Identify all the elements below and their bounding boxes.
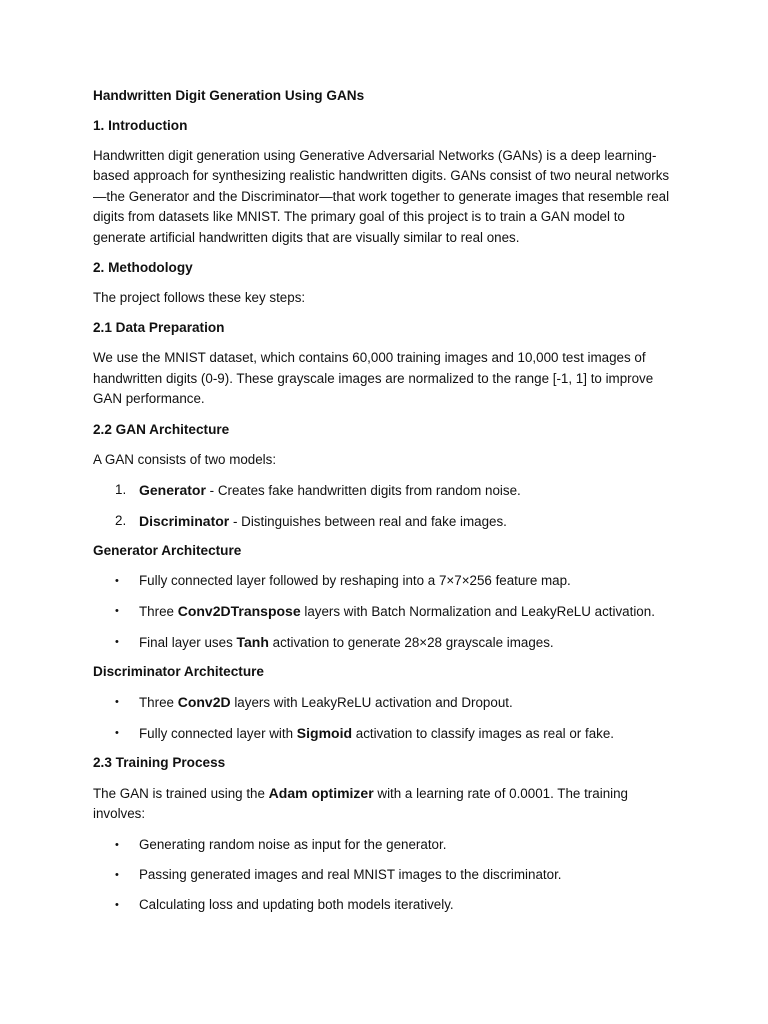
section-heading-gan-architecture: 2.2 GAN Architecture (93, 421, 230, 437)
list-item (93, 895, 673, 915)
list-item (93, 480, 673, 501)
list-item (93, 511, 673, 532)
bullet-icon: • (115, 636, 119, 649)
bullet-icon: • (115, 575, 119, 588)
list-text: layers with Batch Normalization and LeakyReLU activation. (300, 604, 655, 620)
model-term: Generator (139, 482, 206, 499)
model-description: - Creates fake handwritten digits from random noise. (205, 483, 521, 499)
list-keyword: Sigmoid (296, 725, 353, 742)
paragraph-keyword: Adam optimizer (268, 785, 374, 802)
section-heading-generator-architecture: Generator Architecture (93, 543, 242, 559)
list-text: Fully connected layer with (139, 726, 297, 742)
paragraph-text: with a learning rate of 0.0001. The training involves: (93, 786, 629, 822)
list-text: layers with LeakyReLU activation and Dropout. (230, 695, 513, 711)
section-heading-training-process: 2.3 Training Process (93, 755, 226, 771)
bullet-icon: • (115, 898, 119, 911)
list-text: Generating random noise as input for the generator. (139, 836, 447, 852)
list-number: 1. (115, 482, 127, 498)
section-heading-data-preparation: 2.1 Data Preparation (93, 320, 225, 336)
model-term: Discriminator (139, 513, 230, 530)
bullet-icon: • (115, 868, 119, 881)
paragraph-text: The GAN is trained using the (93, 786, 269, 802)
list-text: Three (139, 695, 178, 711)
model-description: - Distinguishes between real and fake images. (229, 514, 507, 530)
document-title: Handwritten Digit Generation Using GANs (93, 88, 365, 103)
section-heading-discriminator-architecture: Discriminator Architecture (93, 664, 264, 680)
list-item (93, 723, 673, 744)
gan-architecture-paragraph: A GAN consists of two models: (93, 451, 277, 467)
list-text: activation to generate 28×28 grayscale images. (268, 635, 554, 651)
discriminator-architecture-list (93, 692, 673, 744)
training-steps-list (93, 835, 673, 915)
gan-models-list (93, 480, 673, 532)
list-item (93, 571, 673, 591)
bullet-icon: • (115, 605, 119, 618)
bullet-icon: • (115, 696, 119, 709)
generator-architecture-list (93, 571, 673, 653)
list-text: Three (139, 604, 178, 620)
list-text: Final layer uses (139, 635, 237, 651)
introduction-paragraph: Handwritten digit generation using Generative Adversarial Networks (GANs) is a deep learning-based approach for synthesizing realistic handwritten digits. GANs consist of two neural networks—the Generator and the Discriminator—that work together to generate images that resemble real digits from datasets like MNIST. The primary goal of this project is to train a GAN model to generate artificial handwritten digits that are visually similar to real ones. (93, 148, 670, 245)
document-body (93, 86, 673, 924)
data-preparation-paragraph: We use the MNIST dataset, which contains 60,000 training images and 10,000 test images of handwritten digits (0-9). These grayscale images are normalized to the range [-1, 1] to improve GAN performance. (93, 350, 654, 407)
bullet-icon: • (115, 838, 119, 851)
list-item (93, 835, 673, 855)
list-number: 2. (115, 513, 127, 529)
list-text: Passing generated images and real MNIST images to the discriminator. (139, 866, 562, 882)
list-text: activation to classify images as real or fake. (352, 726, 615, 742)
training-paragraph (93, 783, 673, 825)
list-keyword: Conv2DTranspose (177, 603, 301, 620)
bullet-icon: • (115, 727, 119, 740)
list-text: Calculating loss and updating both models iteratively. (139, 896, 454, 912)
list-keyword: Conv2D (177, 694, 231, 711)
methodology-paragraph: The project follows these key steps: (93, 290, 306, 306)
list-item (93, 692, 673, 713)
list-keyword: Tanh (236, 634, 269, 651)
section-heading-introduction: 1. Introduction (93, 118, 188, 133)
list-item (93, 865, 673, 885)
list-item (93, 601, 673, 622)
list-text: Fully connected layer followed by reshaping into a 7×7×256 feature map. (139, 573, 571, 589)
section-heading-methodology: 2. Methodology (93, 260, 193, 276)
list-item (93, 632, 673, 653)
